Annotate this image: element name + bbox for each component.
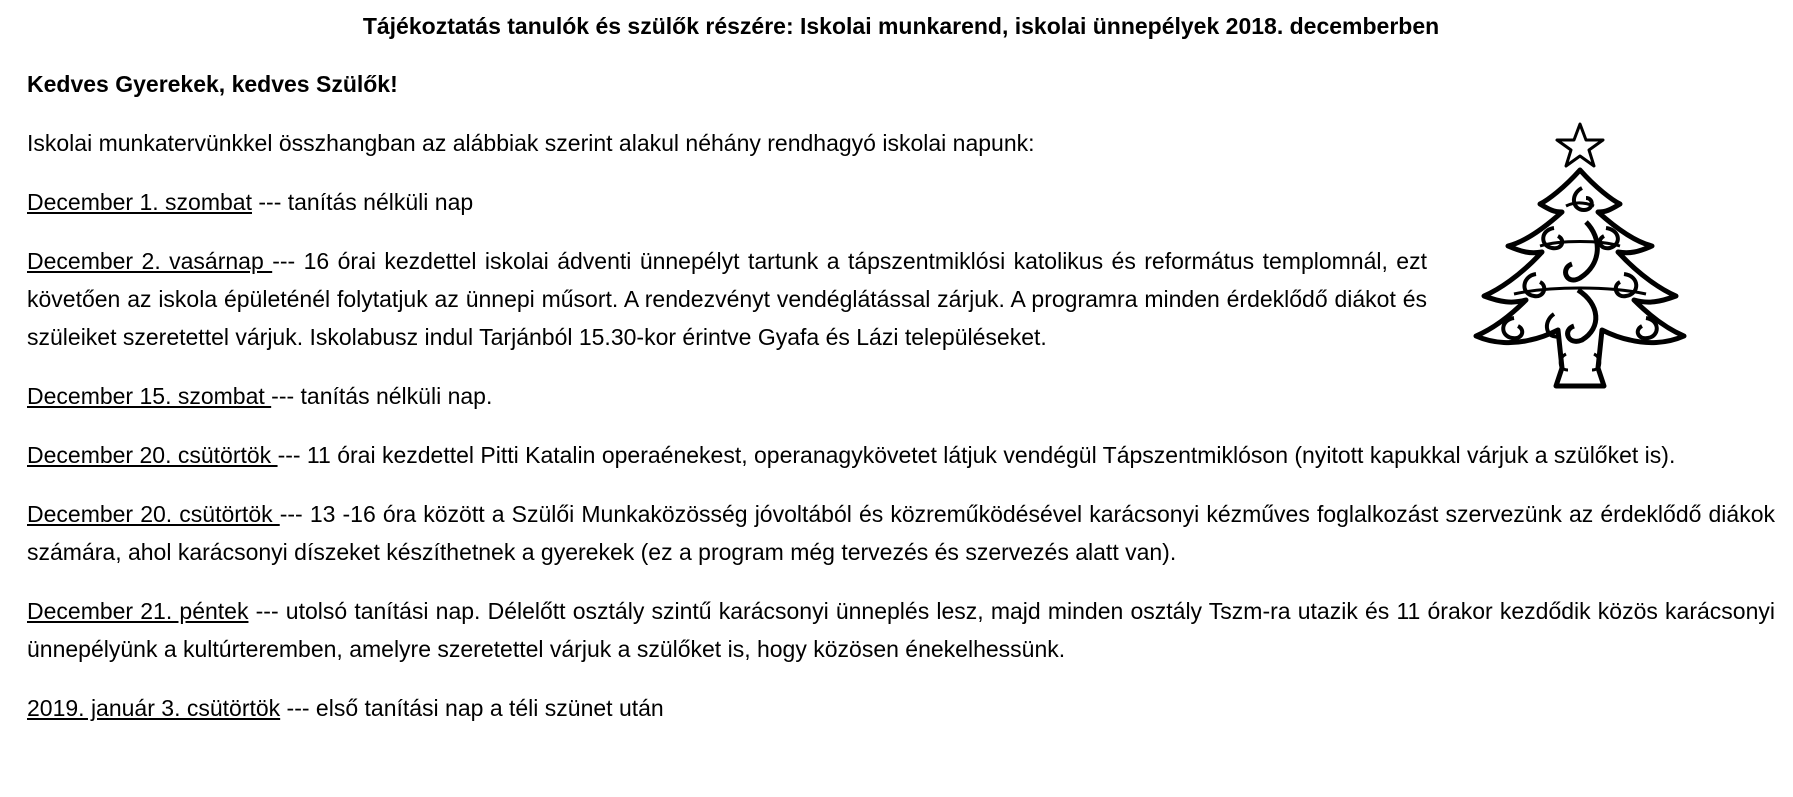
entry-text: --- tanítás nélküli nap.	[271, 383, 493, 409]
entry-date: 2019. január 3. csütörtök	[27, 695, 281, 721]
entry-date: December 20. csütörtök	[27, 442, 278, 468]
entry-text: --- első tanítási nap a téli szünet után	[280, 695, 664, 721]
intro-paragraph: Iskolai munkatervünkkel összhangban az alábbiak szerint alakul néhány rendhagyó iskolai napunk:	[27, 130, 1035, 156]
schedule-entry	[27, 592, 1775, 668]
entry-text: --- 11 órai kezdettel Pitti Katalin operaénekest, operanagykövetet látjuk vendégül Tápszentmiklóson (nyitott kapukkal várjuk a szülőket is).	[277, 442, 1676, 468]
greeting: Kedves Gyerekek, kedves Szülők!	[27, 71, 398, 97]
entry-date: December 15. szombat	[27, 383, 272, 409]
entry-text: --- utolsó tanítási nap. Délelőtt osztály szintű karácsonyi ünneplés lesz, majd minden osztály Tszm-ra utazik és 11 órakor kezdődik közös karácsonyi ünnepélyünk a kultúrteremben, amelyre szeretettel várjuk a szülőket is, hogy közösen énekelhessünk.	[27, 598, 1775, 662]
document-title: Tájékoztatás tanulók és szülők részére: Iskolai munkarend, iskolai ünnepélyek 2018. decemberben	[362, 13, 1440, 39]
schedule-entry	[27, 436, 1775, 474]
entry-date: December 21. péntek	[27, 598, 249, 624]
entry-date: December 2. vasárnap	[27, 248, 273, 274]
entry-text: --- 16 órai kezdettel iskolai ádventi ünnepélyt tartunk a tápszentmiklósi katolikus és református templomnál, ezt követően az iskola épületénél folytatjuk az ünnepi műsort. A rendezvényt vendéglátással zárjuk. A programra minden érdeklődő diákot és szüleiket szeretettel várjuk. Iskolabusz indul Tarjánból 15.30-kor érintve Gyafa és Lázi településeket.	[27, 248, 1427, 350]
schedule-entry	[27, 689, 1775, 727]
schedule-entry	[27, 183, 1427, 221]
entry-date: December 1. szombat	[27, 189, 252, 215]
entry-text: --- tanítás nélküli nap	[251, 189, 474, 215]
entry-date: December 20. csütörtök	[27, 501, 280, 527]
entry-text: --- 13 -16 óra között a Szülői Munkaközösség jóvoltából és közreműködésével karácsonyi kézműves foglalkozást szervezünk az érdeklődő diákok számára, ahol karácsonyi díszeket készíthetnek a gyerekek (ez a program még tervezés és szervezés alatt van).	[27, 501, 1775, 565]
schedule-entry	[27, 495, 1775, 571]
schedule-entry	[27, 242, 1427, 356]
christmas-tree-icon	[1470, 118, 1690, 403]
